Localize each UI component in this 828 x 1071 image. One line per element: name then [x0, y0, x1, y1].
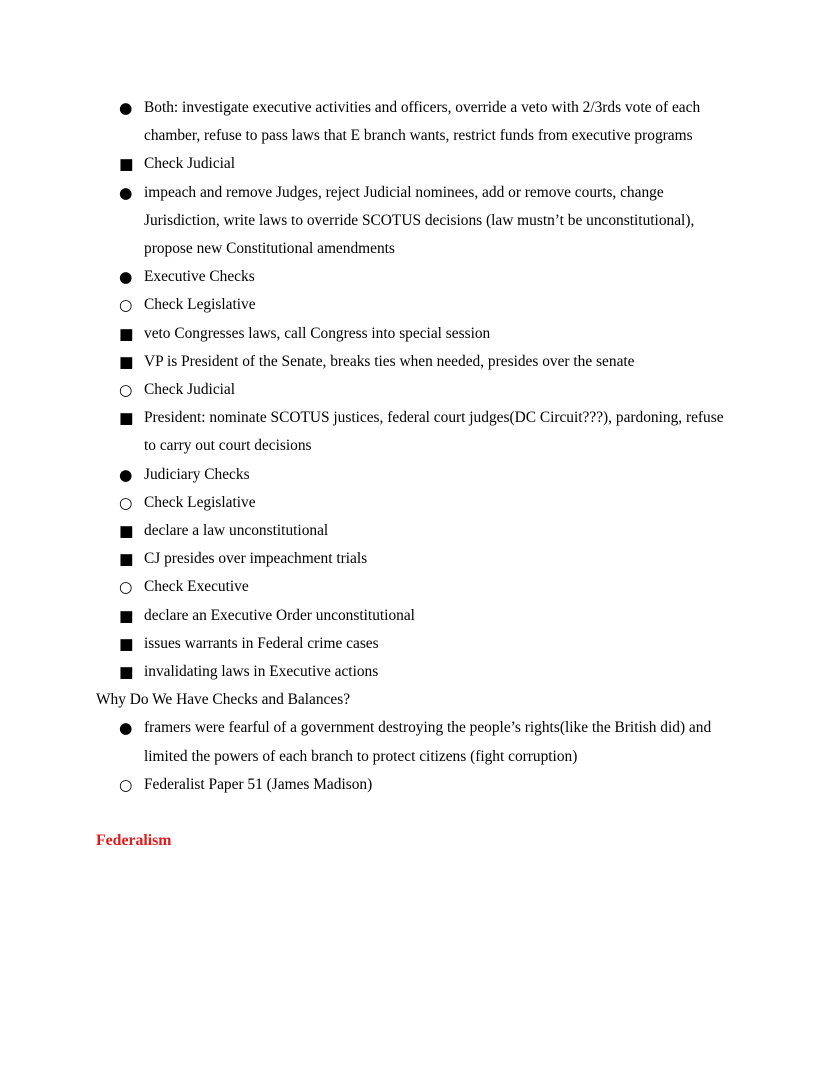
outline-executive-checks: [96, 263, 736, 460]
list-item-text: VP is President of the Senate, breaks ties when needed, presides over the senate: [144, 352, 635, 370]
list-item: [119, 573, 736, 601]
bullet-circle-icon: ○: [119, 381, 133, 400]
bullet-circle-icon: ○: [119, 578, 133, 597]
list-item-executive-checks: [119, 263, 736, 291]
list-item: [119, 602, 736, 630]
bullet-square-icon: ■: [119, 522, 134, 541]
list-item-text: Check Judicial: [144, 381, 236, 399]
list-item-text: framers were fearful of a government destroying the people’s rights(like the British did) and limited the powers of each branch to protect citizens (fight corruption): [144, 719, 712, 765]
bullet-square-icon: ■: [119, 155, 134, 174]
list-item-text: Judiciary Checks: [144, 465, 250, 483]
bullet-circle-icon: ○: [119, 493, 133, 512]
list-item: [119, 658, 736, 686]
list-item-text: impeach and remove Judges, reject Judicial nominees, add or remove courts, change Jurisdiction, write laws to override SCOTUS decisions (law mustn’t be unconstitutional), propose new Constitutional amendments: [144, 183, 695, 258]
list-item: [119, 376, 736, 404]
list-item-text: Federalist Paper 51 (James Madison): [144, 775, 373, 793]
list-item: [119, 404, 736, 460]
list-item-text: veto Congresses laws, call Congress into special session: [144, 324, 491, 342]
document-body: [96, 94, 736, 855]
bullet-square-icon: ■: [119, 352, 134, 371]
list-item: [119, 150, 736, 178]
list-item-text: Check Legislative: [144, 493, 256, 511]
list-item-judiciary-checks: [119, 461, 736, 489]
list-item-text: Check Judicial: [144, 155, 236, 173]
bullet-disc-icon: ●: [119, 99, 133, 117]
bullet-square-icon: ■: [119, 634, 134, 653]
list-item: [119, 179, 736, 264]
bullet-square-icon: ■: [119, 550, 134, 569]
bullet-square-icon: ■: [119, 324, 134, 343]
list-item-text: President: nominate SCOTUS justices, federal court judges(DC Circuit???), pardoning, refuse to carry out court decisions: [144, 409, 724, 455]
outline-why-checks: [96, 714, 736, 799]
list-item-text: issues warrants in Federal crime cases: [144, 634, 379, 652]
list-item: [119, 771, 736, 799]
list-item: [119, 94, 736, 150]
list-item-text: declare an Executive Order unconstitutional: [144, 606, 415, 624]
list-item-text: Executive Checks: [144, 268, 255, 286]
list-item: [119, 320, 736, 348]
bullet-square-icon: ■: [119, 409, 134, 428]
list-item: [119, 489, 736, 517]
bullet-disc-icon: ●: [119, 268, 133, 287]
question-heading: Why Do We Have Checks and Balances?: [96, 691, 351, 709]
bullet-circle-icon: ○: [119, 775, 133, 794]
list-item: [119, 545, 736, 573]
list-item: [119, 714, 736, 770]
bullet-disc-icon: ●: [119, 465, 133, 484]
list-item-text: invalidating laws in Executive actions: [144, 663, 379, 681]
bullet-disc-icon: ●: [119, 719, 133, 738]
bullet-square-icon: ■: [119, 606, 134, 625]
list-item-text: Check Legislative: [144, 296, 256, 314]
list-item: [119, 348, 736, 376]
list-item-text: Check Executive: [144, 578, 249, 596]
list-item-text: Both: investigate executive activities and officers, override a veto with 2/3rds vote of each chamber, refuse to pass laws that E branch wants, restrict funds from executive programs: [144, 99, 701, 145]
page-title-federalism: Federalism: [96, 832, 172, 850]
list-item-text: CJ presides over impeachment trials: [144, 550, 368, 568]
bullet-circle-icon: ○: [119, 296, 133, 315]
list-item: [119, 630, 736, 658]
list-item: [119, 291, 736, 319]
outline-judiciary-checks: [96, 461, 736, 687]
outline-branch-legislative: [96, 94, 736, 263]
list-item-text: declare a law unconstitutional: [144, 522, 329, 540]
bullet-square-icon: ■: [119, 663, 134, 682]
list-item: [119, 517, 736, 545]
outline-root: [96, 94, 736, 263]
paragraph-spacer: [96, 799, 736, 827]
bullet-disc-icon: ●: [119, 183, 133, 202]
